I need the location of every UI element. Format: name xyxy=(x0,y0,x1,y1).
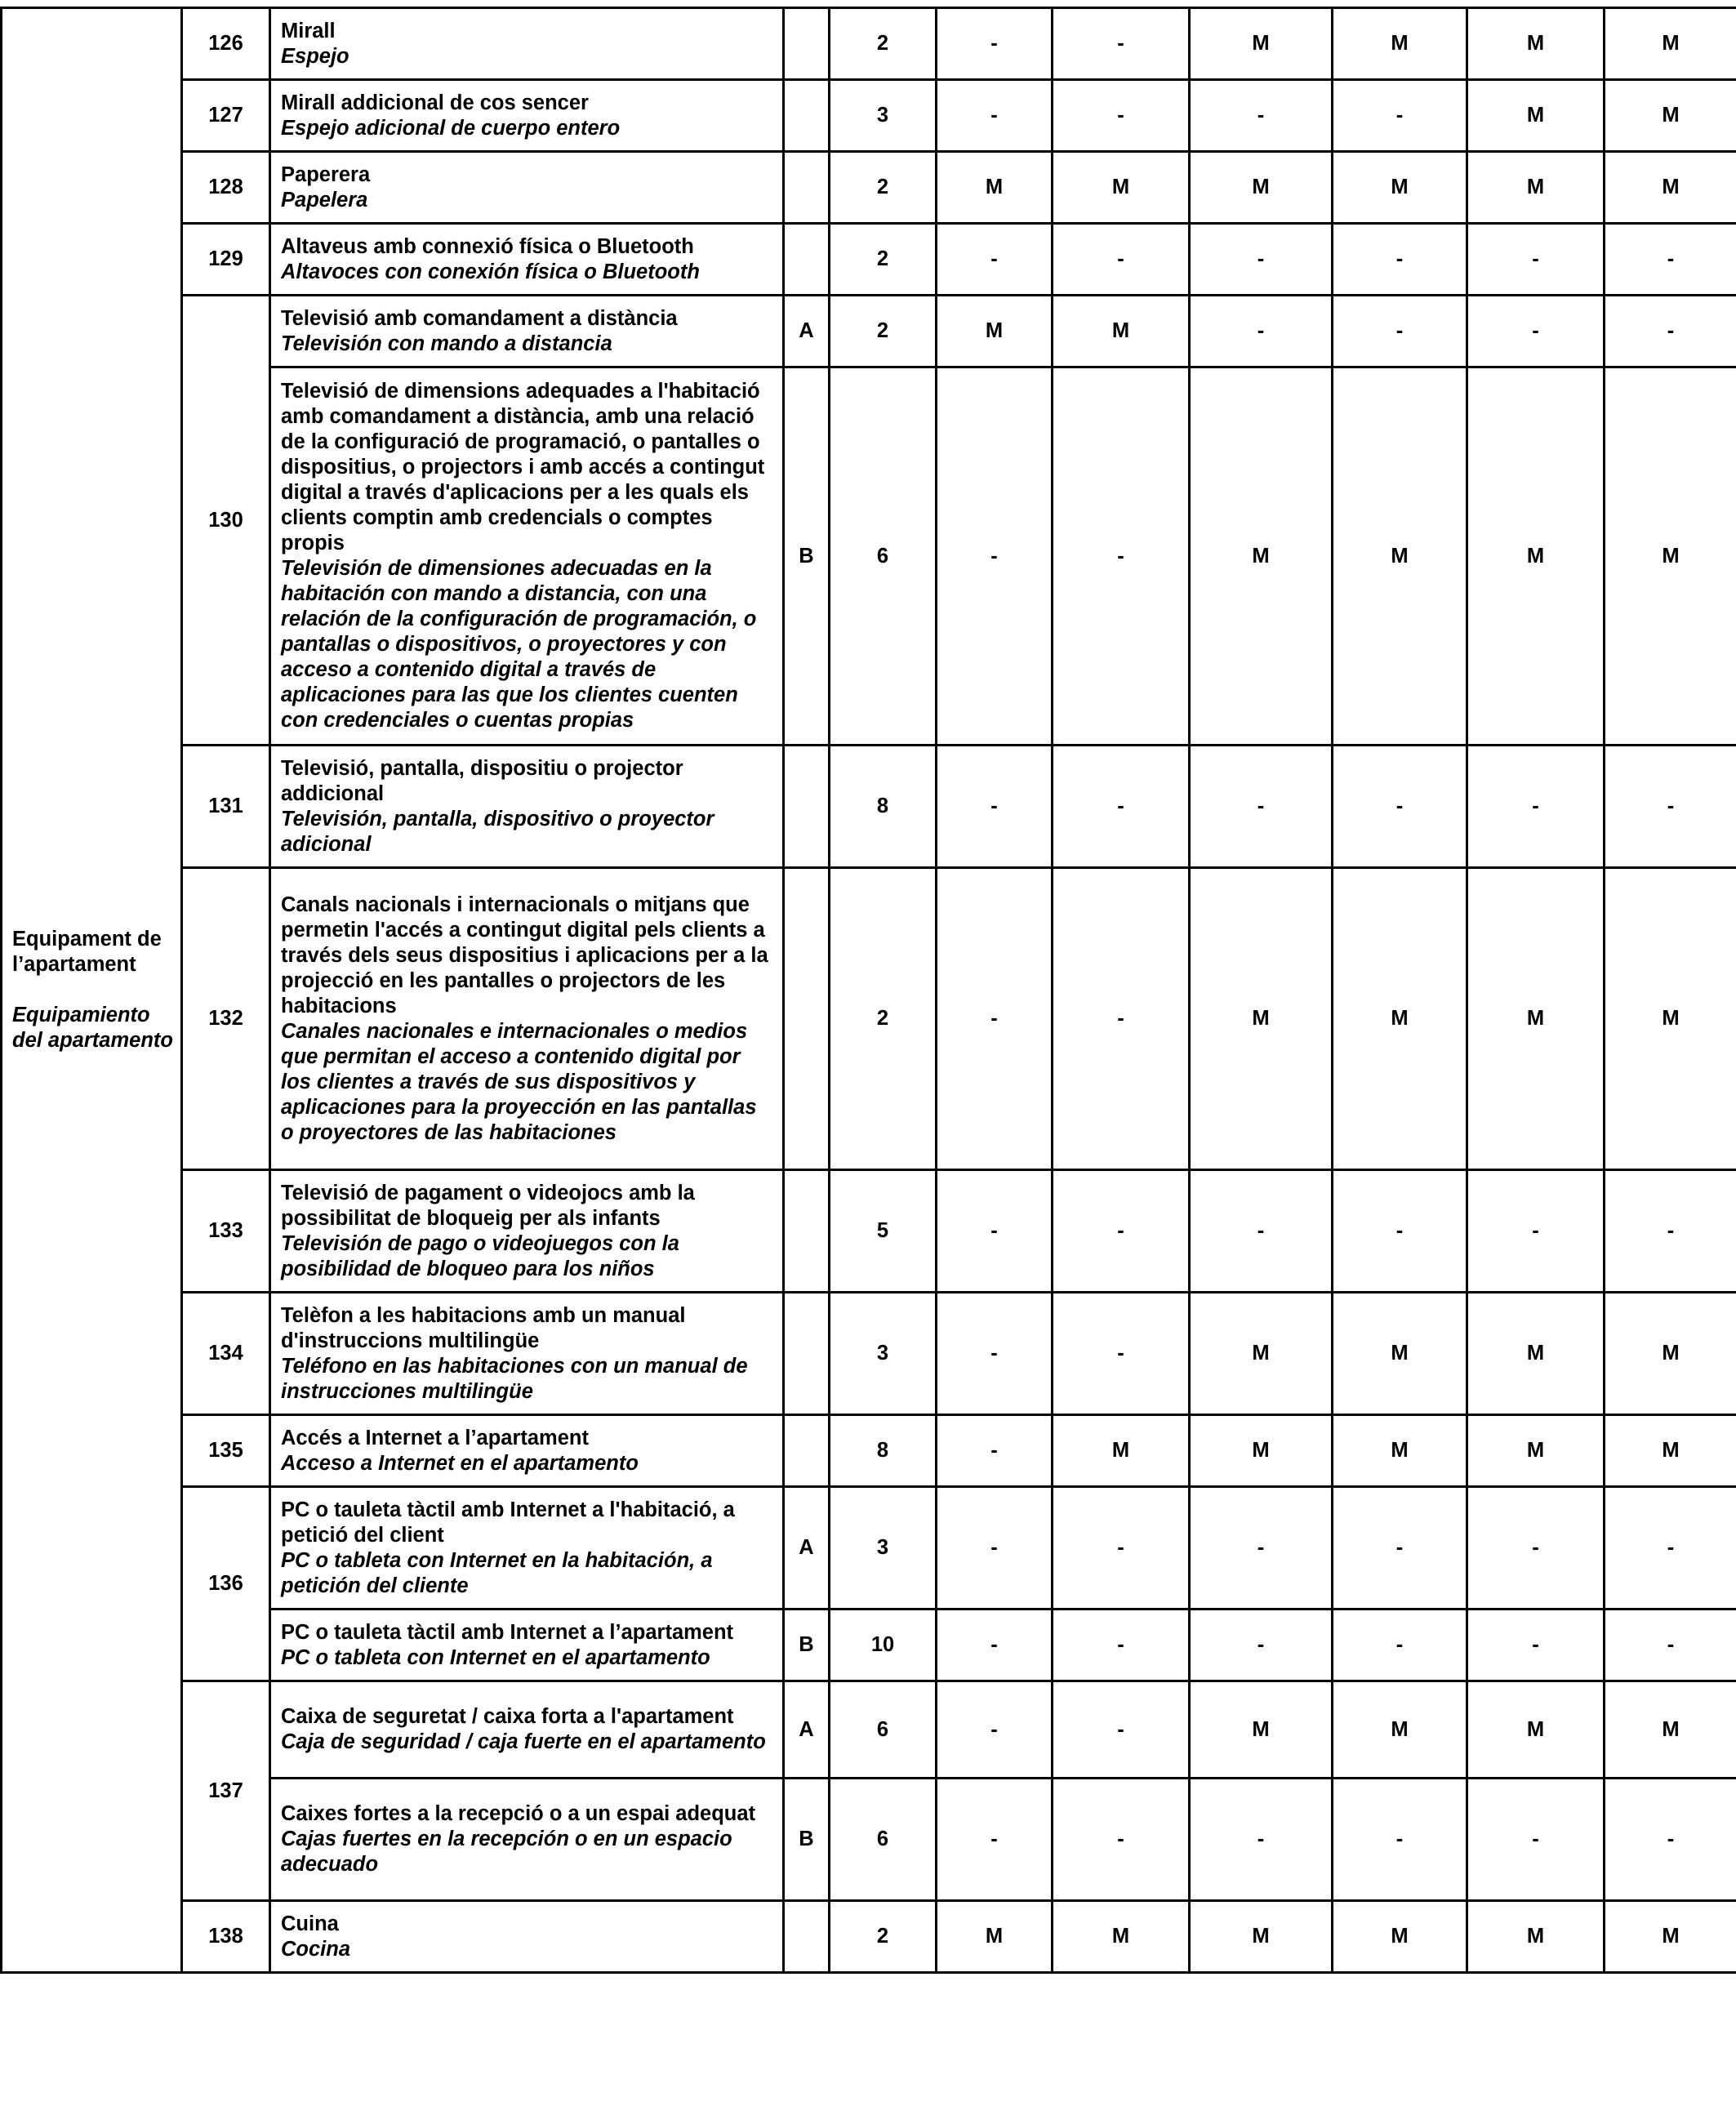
description-ca: Televisió de pagament o videojocs amb la possibilitat de bloqueig per als infants xyxy=(281,1181,695,1230)
description-es: Televisión con mando a distancia xyxy=(281,332,612,355)
level-value: - xyxy=(937,1779,1053,1901)
level-value: M xyxy=(1605,152,1736,224)
level-value: - xyxy=(1053,8,1190,80)
level-value: M xyxy=(1190,1681,1333,1779)
level-value: M xyxy=(937,1901,1053,1973)
level-value: M xyxy=(1605,8,1736,80)
description-ca: Paperera xyxy=(281,163,371,186)
level-value: - xyxy=(1333,1610,1467,1681)
level-value: - xyxy=(1605,1610,1736,1681)
level-value: M xyxy=(1053,152,1190,224)
level-value: - xyxy=(937,1610,1053,1681)
description-es: Altavoces con conexión física o Bluetooth xyxy=(281,260,700,283)
description-ca: Canals nacionals i internacionals o mitjans que permetin l'accés a contingut digital pels clients a través dels seus dispositius i aplicacions per a la projecció en les pantalles o projectors de les habitacions xyxy=(281,893,768,1017)
description-ca: Televisió amb comandament a distància xyxy=(281,306,678,330)
level-value: - xyxy=(1053,1487,1190,1610)
level-value: - xyxy=(1190,1610,1333,1681)
description-es: Espejo xyxy=(281,44,349,68)
description-es: Caja de seguridad / caja fuerte en el apartamento xyxy=(281,1730,766,1753)
option-cell xyxy=(784,1170,830,1293)
option-cell xyxy=(784,868,830,1170)
level-value: - xyxy=(1053,367,1190,746)
level-value: M xyxy=(1190,1415,1333,1487)
points-cell: 8 xyxy=(830,1415,937,1487)
item-description xyxy=(270,1610,784,1681)
description-es: Cajas fuertes en la recepción o en un espacio adecuado xyxy=(281,1828,732,1876)
option-cell xyxy=(784,8,830,80)
item-description xyxy=(270,80,784,152)
option-cell: A xyxy=(784,296,830,367)
level-value: M xyxy=(1333,152,1467,224)
level-value: - xyxy=(1605,746,1736,868)
item-number: 137 xyxy=(182,1681,270,1901)
table-row xyxy=(2,1170,1736,1293)
option-cell: B xyxy=(784,1610,830,1681)
level-value: M xyxy=(1605,1681,1736,1779)
table-row xyxy=(2,1681,1736,1779)
option-cell: B xyxy=(784,1779,830,1901)
description-ca: Televisió de dimensions adequades a l'habitació amb comandament a distància, amb una relació de la configuració de programació, o pantalles o dispositius, o projectors i amb accés a contingut digital a través d'aplicacions per a les quals els clients comptin amb credencials o comptes propis xyxy=(281,380,765,554)
points-cell: 2 xyxy=(830,152,937,224)
description-es: Acceso a Internet en el apartamento xyxy=(281,1451,639,1475)
level-value: - xyxy=(1467,224,1605,296)
item-description xyxy=(270,746,784,868)
level-value: M xyxy=(1605,868,1736,1170)
option-cell xyxy=(784,1901,830,1973)
item-description xyxy=(270,296,784,367)
item-description xyxy=(270,1681,784,1779)
option-cell: B xyxy=(784,367,830,746)
level-value: - xyxy=(1333,746,1467,868)
level-value: - xyxy=(1053,1170,1190,1293)
item-number: 127 xyxy=(182,80,270,152)
level-value: M xyxy=(1190,1293,1333,1415)
table-row xyxy=(2,868,1736,1170)
level-value: - xyxy=(1053,224,1190,296)
level-value: M xyxy=(1605,1415,1736,1487)
table-row xyxy=(2,296,1736,367)
points-cell: 3 xyxy=(830,1487,937,1610)
description-es: Papelera xyxy=(281,188,368,211)
level-value: - xyxy=(1333,1487,1467,1610)
level-value: M xyxy=(937,296,1053,367)
level-value: - xyxy=(937,1487,1053,1610)
points-cell: 2 xyxy=(830,8,937,80)
description-ca: PC o tauleta tàctil amb Internet a l'habitació, a petició del client xyxy=(281,1498,735,1547)
level-value: - xyxy=(1605,296,1736,367)
level-value: - xyxy=(937,224,1053,296)
points-cell: 2 xyxy=(830,224,937,296)
description-ca: Cuina xyxy=(281,1912,339,1935)
description-es: Cocina xyxy=(281,1937,351,1961)
level-value: - xyxy=(1190,224,1333,296)
item-number: 133 xyxy=(182,1170,270,1293)
item-description xyxy=(270,1293,784,1415)
level-value: M xyxy=(1190,8,1333,80)
table-row xyxy=(2,152,1736,224)
item-description xyxy=(270,224,784,296)
level-value: - xyxy=(1605,1487,1736,1610)
option-cell: A xyxy=(784,1681,830,1779)
category-label-ca: Equipament de l’apartament xyxy=(12,928,162,976)
level-value: M xyxy=(1467,152,1605,224)
points-cell: 10 xyxy=(830,1610,937,1681)
description-es: PC o tableta con Internet en el apartamento xyxy=(281,1645,710,1669)
level-value: M xyxy=(1333,1293,1467,1415)
table-row xyxy=(2,1487,1736,1610)
level-value: - xyxy=(937,1681,1053,1779)
description-ca: Altaveus amb connexió física o Bluetooth xyxy=(281,234,694,258)
table-row xyxy=(2,1293,1736,1415)
level-value: M xyxy=(937,152,1053,224)
level-value: M xyxy=(1467,367,1605,746)
level-value: - xyxy=(1605,1170,1736,1293)
description-es: Espejo adicional de cuerpo entero xyxy=(281,116,621,140)
level-value: M xyxy=(1605,1293,1736,1415)
option-cell xyxy=(784,152,830,224)
level-value: M xyxy=(1190,868,1333,1170)
level-value: M xyxy=(1053,1901,1190,1973)
level-value: M xyxy=(1190,1901,1333,1973)
level-value: - xyxy=(937,746,1053,868)
table-row xyxy=(2,8,1736,80)
points-cell: 6 xyxy=(830,367,937,746)
item-number: 138 xyxy=(182,1901,270,1973)
level-value: - xyxy=(1053,1779,1190,1901)
item-description xyxy=(270,8,784,80)
table-row xyxy=(2,1415,1736,1487)
points-cell: 8 xyxy=(830,746,937,868)
option-cell xyxy=(784,1415,830,1487)
level-value: M xyxy=(1053,296,1190,367)
item-number: 130 xyxy=(182,296,270,746)
description-ca: PC o tauleta tàctil amb Internet a l’apartament xyxy=(281,1620,734,1644)
level-value: M xyxy=(1467,1681,1605,1779)
level-value: M xyxy=(1333,868,1467,1170)
item-description xyxy=(270,1901,784,1973)
table-row xyxy=(2,746,1736,868)
points-cell: 6 xyxy=(830,1681,937,1779)
level-value: - xyxy=(937,868,1053,1170)
table-row xyxy=(2,80,1736,152)
level-value: - xyxy=(1190,1170,1333,1293)
item-description xyxy=(270,1170,784,1293)
level-value: - xyxy=(1190,1779,1333,1901)
level-value: M xyxy=(1467,1293,1605,1415)
points-cell: 2 xyxy=(830,296,937,367)
table-row xyxy=(2,224,1736,296)
level-value: M xyxy=(1190,152,1333,224)
description-es: Televisión, pantalla, dispositivo o proyector adicional xyxy=(281,807,714,856)
level-value: - xyxy=(1190,1487,1333,1610)
description-ca: Mirall xyxy=(281,19,336,42)
level-value: - xyxy=(937,1170,1053,1293)
table-row xyxy=(2,1901,1736,1973)
level-value: - xyxy=(1467,296,1605,367)
category-cell xyxy=(2,8,182,1973)
level-value: M xyxy=(1333,1681,1467,1779)
level-value: - xyxy=(937,1293,1053,1415)
points-cell: 6 xyxy=(830,1779,937,1901)
level-value: - xyxy=(1333,80,1467,152)
level-value: M xyxy=(1467,868,1605,1170)
level-value: - xyxy=(1053,746,1190,868)
item-number: 131 xyxy=(182,746,270,868)
level-value: M xyxy=(1605,80,1736,152)
item-number: 134 xyxy=(182,1293,270,1415)
level-value: - xyxy=(1190,296,1333,367)
level-value: - xyxy=(937,80,1053,152)
level-value: - xyxy=(1605,1779,1736,1901)
requirements-table xyxy=(0,7,1736,1974)
item-description xyxy=(270,868,784,1170)
level-value: - xyxy=(1333,1779,1467,1901)
item-description xyxy=(270,1779,784,1901)
description-ca: Televisió, pantalla, dispositiu o projector addicional xyxy=(281,756,683,805)
level-value: - xyxy=(1190,746,1333,868)
item-description xyxy=(270,1415,784,1487)
level-value: - xyxy=(1053,1681,1190,1779)
points-cell: 5 xyxy=(830,1170,937,1293)
description-es: Televisión de pago o videojuegos con la posibilidad de bloqueo para los niños xyxy=(281,1231,679,1280)
level-value: - xyxy=(937,1415,1053,1487)
level-value: M xyxy=(1467,1415,1605,1487)
level-value: M xyxy=(1333,1415,1467,1487)
level-value: M xyxy=(1333,1901,1467,1973)
level-value: - xyxy=(937,367,1053,746)
level-value: - xyxy=(1333,1170,1467,1293)
description-ca: Caixa de seguretat / caixa forta a l'apartament xyxy=(281,1705,734,1728)
level-value: M xyxy=(1333,367,1467,746)
level-value: M xyxy=(1053,1415,1190,1487)
item-number: 135 xyxy=(182,1415,270,1487)
level-value: - xyxy=(1333,296,1467,367)
level-value: M xyxy=(1467,8,1605,80)
level-value: - xyxy=(1053,80,1190,152)
points-cell: 2 xyxy=(830,1901,937,1973)
level-value: M xyxy=(1333,8,1467,80)
level-value: - xyxy=(1605,224,1736,296)
points-cell: 3 xyxy=(830,80,937,152)
option-cell xyxy=(784,746,830,868)
level-value: M xyxy=(1467,80,1605,152)
level-value: - xyxy=(1190,80,1333,152)
option-cell xyxy=(784,224,830,296)
level-value: - xyxy=(1467,1487,1605,1610)
item-description xyxy=(270,152,784,224)
level-value: - xyxy=(937,8,1053,80)
item-number: 128 xyxy=(182,152,270,224)
option-cell xyxy=(784,1293,830,1415)
description-ca: Accés a Internet a l’apartament xyxy=(281,1426,589,1449)
category-label-es: Equipamiento del apartamento xyxy=(12,1004,173,1052)
item-number: 129 xyxy=(182,224,270,296)
description-ca: Caixes fortes a la recepció o a un espai adequat xyxy=(281,1802,756,1825)
item-number: 132 xyxy=(182,868,270,1170)
item-description xyxy=(270,1487,784,1610)
level-value: M xyxy=(1190,367,1333,746)
level-value: - xyxy=(1467,746,1605,868)
level-value: - xyxy=(1053,868,1190,1170)
description-es: Teléfono en las habitaciones con un manual de instrucciones multilingüe xyxy=(281,1354,748,1403)
level-value: - xyxy=(1467,1170,1605,1293)
option-cell: A xyxy=(784,1487,830,1610)
level-value: - xyxy=(1053,1293,1190,1415)
description-es: Canales nacionales e internacionales o medios que permitan el acceso a contenido digital por los clientes a través de sus dispositivos y aplicaciones para la proyección en las pantallas o proyectores de las habitaciones xyxy=(281,1019,757,1144)
level-value: - xyxy=(1333,224,1467,296)
level-value: - xyxy=(1467,1779,1605,1901)
level-value: - xyxy=(1467,1610,1605,1681)
points-cell: 2 xyxy=(830,868,937,1170)
level-value: M xyxy=(1605,367,1736,746)
level-value: M xyxy=(1605,1901,1736,1973)
item-number: 136 xyxy=(182,1487,270,1681)
level-value: - xyxy=(1053,1610,1190,1681)
description-es: Televisión de dimensiones adecuadas en la habitación con mando a distancia, con una relación de la configuración de programación, o pantallas o dispositivos, o proyectores y con acceso a contenido digital a través de aplicaciones para las que los clientes cuenten con credenciales o cuentas propias xyxy=(281,557,757,732)
description-ca: Telèfon a les habitacions amb un manual d'instruccions multilingüe xyxy=(281,1303,686,1352)
points-cell: 3 xyxy=(830,1293,937,1415)
item-description xyxy=(270,367,784,746)
description-ca: Mirall addicional de cos sencer xyxy=(281,91,589,114)
level-value: M xyxy=(1467,1901,1605,1973)
description-es: PC o tableta con Internet en la habitación, a petición del cliente xyxy=(281,1548,713,1597)
option-cell xyxy=(784,80,830,152)
item-number: 126 xyxy=(182,8,270,80)
